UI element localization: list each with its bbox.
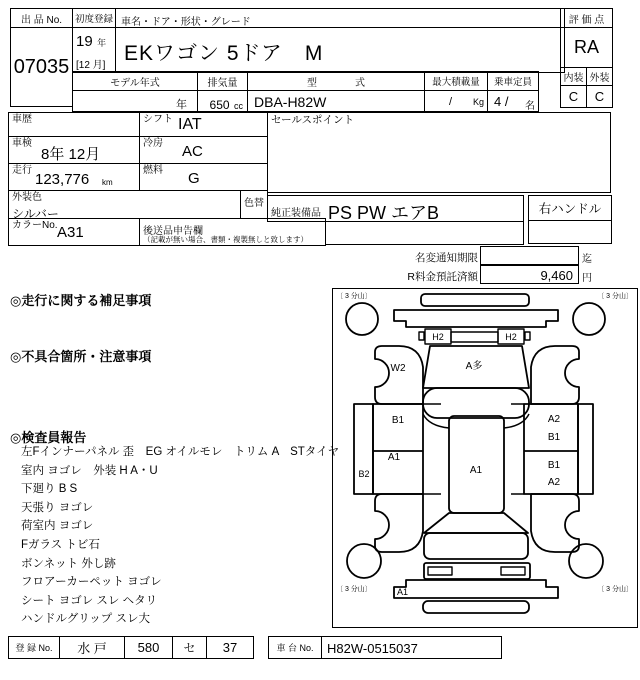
tire-tread-label: 〔 3 分山〕 <box>336 293 372 300</box>
inspector-report-line: シート ヨゴレ スレ ヘタリ <box>21 594 158 607</box>
exterior-grade-header: 外装 <box>586 67 613 86</box>
capacity-value <box>487 90 539 112</box>
recycle-fee-box: 9,460 <box>480 265 579 284</box>
inspector-report-line: フロアーカーペット ヨゴレ <box>21 576 162 589</box>
taillight-right <box>501 567 525 575</box>
exterior-color-value: シルバー <box>12 207 59 221</box>
name-change-box <box>480 246 579 265</box>
score-header: 評 価 点 <box>560 8 613 28</box>
defects-heading: ◎不具合箇所・注意事項 <box>10 349 152 364</box>
inspector-report-line: 天張り ヨゴレ <box>21 501 94 514</box>
score-value: RA <box>560 27 613 68</box>
shift-cell <box>139 112 268 137</box>
rear-panel <box>424 533 528 559</box>
sill-left <box>354 404 373 494</box>
inspector-report-line: 左Fインナーパネル 歪 EG オイルモレ トリム A STタイヤ <box>21 446 340 458</box>
cooling-label: 冷房 <box>143 138 163 149</box>
front-grille <box>451 332 498 342</box>
front-bumper-top <box>421 294 529 306</box>
rear-window <box>424 513 528 533</box>
damage-mark-headlight-right: H2 <box>505 332 517 342</box>
reg-kana: セ <box>172 636 207 659</box>
inspector-report-line: Fガラス トビ石 <box>21 538 100 551</box>
recycle-fee-unit: 円 <box>582 273 592 284</box>
tire-tread-label: 〔 3 分山〕 <box>597 293 633 300</box>
inspector-report-line: ハンドルグリップ スレ大 <box>21 613 151 626</box>
color-no-cell <box>8 218 140 246</box>
reg-area: 水 戸 <box>59 636 125 659</box>
handle-empty-cell <box>528 220 612 244</box>
car-outline-svg <box>333 289 636 626</box>
reg-number: 37 <box>206 636 254 659</box>
tire-tread-label: 〔 3 分山〕 <box>597 586 633 593</box>
car-name-header: 車名・ドア・形状・グレード <box>115 8 565 28</box>
mileage-unit: km <box>102 178 113 187</box>
sill-right <box>578 404 593 494</box>
capacity-unit: 名 <box>525 101 535 112</box>
taillight-left <box>428 567 452 575</box>
damage-diagram <box>332 288 638 628</box>
max-load-header: 最大積載量 <box>424 71 488 91</box>
inspector-report-line: ボンネット 外し跡 <box>21 557 116 570</box>
color-change-cell: 色替 <box>240 190 268 219</box>
sales-point-label: セールスポイント <box>271 114 355 126</box>
fender-rear-right <box>531 494 579 552</box>
first-reg-month: [12 月] <box>76 59 106 71</box>
lot-no-header: 出 品 No. <box>10 8 73 28</box>
damage-mark-right-rear-a: B1 <box>547 460 561 471</box>
model-year-header: モデル年式 <box>72 71 198 91</box>
history-cell <box>8 112 140 137</box>
first-reg-year-unit: 年 <box>97 38 107 48</box>
windshield <box>423 388 529 418</box>
shift-label: シフト <box>143 114 173 125</box>
late-items-label: 後送品申告欄 <box>143 226 203 237</box>
late-items-note: （記載が無い場合、書類・複製無しと致します） <box>143 235 308 244</box>
fuel-value: G <box>188 170 200 187</box>
inspection-label: 車検 <box>12 138 32 149</box>
fender-front-right <box>531 346 579 404</box>
model-code-header: 型 式 <box>247 71 425 91</box>
capacity-header: 乗車定員 <box>487 71 539 91</box>
first-registration-header: 初度登録 <box>72 8 116 28</box>
max-load-number: / <box>449 96 453 108</box>
damage-mark-right-front-a: A2 <box>547 414 561 425</box>
damage-mark-left-front-fender: W2 <box>390 363 406 374</box>
capacity-number: 4 / <box>494 94 509 109</box>
lot-no-value: 07035 <box>10 27 73 107</box>
cooling-cell <box>139 136 268 164</box>
inspection-value: 8年 12月 <box>41 146 101 163</box>
headlight-bracket-left <box>419 332 424 340</box>
color-no-value: A31 <box>57 224 84 241</box>
damage-mark-right-front-b: B1 <box>547 432 561 443</box>
inspector-report-list <box>21 443 340 629</box>
inspector-report-line: 荷室内 ヨゴレ <box>21 520 94 533</box>
damage-mark-left-door-front: B1 <box>391 415 405 426</box>
mileage-cell <box>8 163 140 191</box>
reg-class: 580 <box>124 636 173 659</box>
model-code-value: DBA-H82W <box>247 90 425 112</box>
equipment-cell <box>267 195 524 222</box>
displacement-number: 650 <box>209 98 230 112</box>
equipment-value: PS PW エアB <box>328 203 440 223</box>
damage-mark-headlight-left: H2 <box>432 332 444 342</box>
fender-rear-left <box>375 494 423 552</box>
rear-bumper <box>394 580 558 598</box>
late-items-cell <box>139 218 326 246</box>
exterior-color-label: 外装色 <box>12 192 42 203</box>
fuel-label: 燃料 <box>143 165 163 176</box>
inspection-cell <box>8 136 140 164</box>
fuel-cell <box>139 163 268 191</box>
car-name-value: EKワゴン 5ドア M <box>115 27 565 73</box>
interior-grade-value: C <box>560 85 587 108</box>
recycle-fee-label: R料金預託済額 <box>407 271 478 283</box>
damage-mark-roof: A1 <box>469 465 483 476</box>
first-reg-year: 19 <box>76 33 93 50</box>
shift-value: IAT <box>178 116 202 133</box>
sales-point-box <box>267 112 611 193</box>
max-load-value <box>424 90 488 112</box>
name-change-label: 名変通知期限 <box>415 252 478 264</box>
inspector-report-line: 室内 ヨゴレ 外装 H A・U <box>21 464 158 477</box>
cooling-value: AC <box>182 143 203 160</box>
displacement-header: 排気量 <box>197 71 248 91</box>
interior-grade-header: 内装 <box>560 67 587 86</box>
exterior-grade-value: C <box>586 85 613 108</box>
model-year-value: 年 <box>72 90 198 112</box>
max-load-unit: Kg <box>472 97 484 107</box>
equipment-label: 純正装備品 <box>271 208 321 219</box>
taillight-bar <box>424 563 530 579</box>
inspector-report-line: 下廻り B S <box>21 483 78 496</box>
exterior-color-cell <box>8 190 241 219</box>
damage-mark-hood: A多 <box>465 361 483 372</box>
front-bumper <box>394 310 558 327</box>
mileage-value: 123,776 <box>35 171 90 188</box>
tire-front-left <box>346 303 378 335</box>
damage-mark-rear-bumper: A1 <box>397 587 409 597</box>
rear-bumper-bottom <box>423 601 529 613</box>
headlight-bracket-right <box>525 332 530 340</box>
tire-front-right <box>573 303 605 335</box>
damage-mark-right-rear-b: A2 <box>547 477 561 488</box>
inspector-report-heading: ◎検査員報告 <box>10 430 87 445</box>
displacement-value <box>197 90 248 112</box>
mileage-supplement-heading: ◎走行に関する補足事項 <box>10 293 152 308</box>
reg-no-label: 登 録 No. <box>8 636 60 659</box>
name-change-suffix: 迄 <box>582 254 592 265</box>
chassis-no-value: H82W-0515037 <box>321 636 502 659</box>
tire-tread-label: 〔 3 分山〕 <box>336 586 372 593</box>
tire-rear-right <box>569 544 603 578</box>
damage-mark-left-door-rear: A1 <box>387 452 401 463</box>
fender-front-left <box>375 346 423 404</box>
history-label: 車歴 <box>12 114 32 125</box>
first-registration-value <box>72 27 116 73</box>
handle-cell: 右ハンドル <box>528 195 612 221</box>
chassis-no-label: 車 台 No. <box>268 636 322 659</box>
mileage-label: 走行 <box>12 165 32 176</box>
damage-mark-left-sill: B2 <box>358 469 370 479</box>
displacement-unit: cc <box>234 101 243 111</box>
color-no-label: カラーNo. <box>12 220 58 231</box>
